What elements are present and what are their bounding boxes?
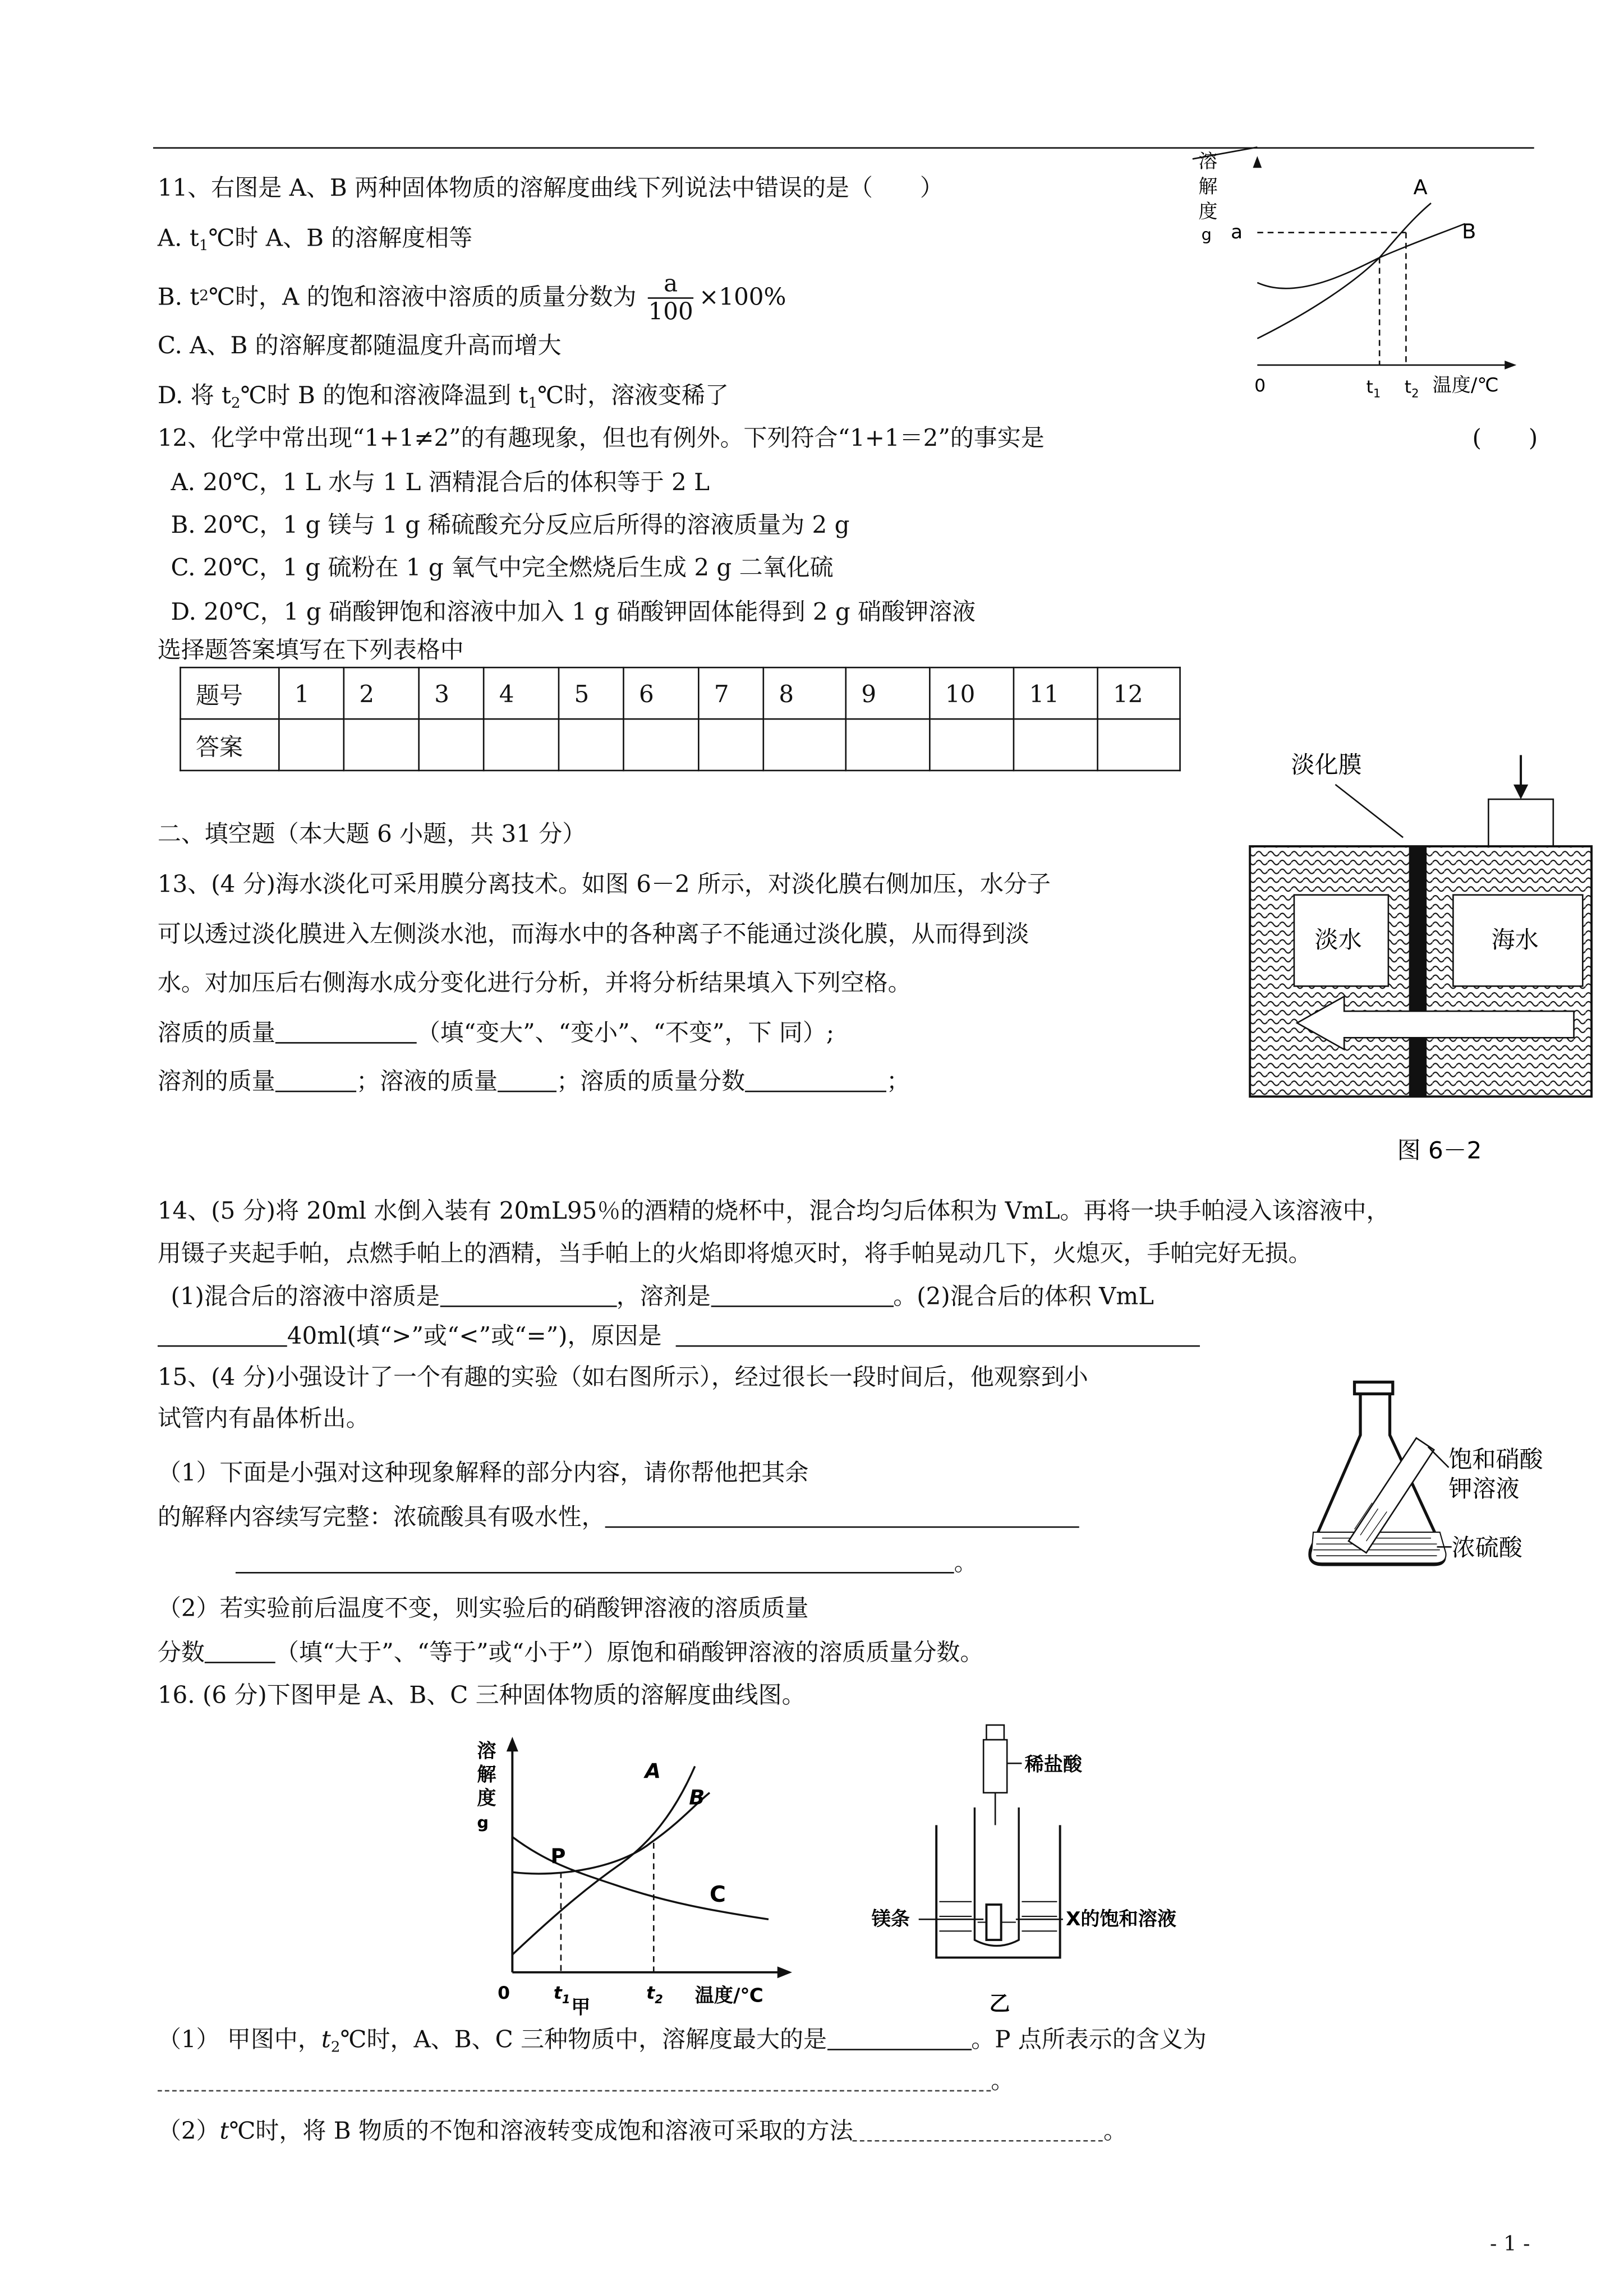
q16-solubility-graph (474, 1734, 813, 2019)
blank-explanation-2[interactable] (236, 1548, 954, 1574)
answer-cell[interactable] (930, 719, 1014, 771)
y-label-3: 度 (477, 1787, 496, 1810)
point-p-label: P (550, 1844, 566, 1869)
q11-stem: 11、右图是 A、B 两种固体物质的溶解度曲线下列说法中错误的是（ ） (157, 173, 944, 202)
answer-table (180, 667, 1181, 771)
cell-number: 9 (846, 667, 930, 719)
q15-line6: （2）若实验前后温度不变，则实验后的硝酸钾溶液的溶质质量 (157, 1594, 809, 1622)
table-row (181, 719, 1180, 771)
curve-b (512, 1793, 710, 1874)
table-row (181, 667, 1180, 719)
y-label-2: 解 (477, 1763, 496, 1786)
flask-figure (1296, 1376, 1590, 1575)
answer-cell[interactable] (623, 719, 698, 771)
q11-option-d: D. 将 $t_2℃$时 B 的饱和溶液降温到 $t_1℃$时，溶液变稀了 (157, 381, 729, 412)
blank-point-p-meaning[interactable] (158, 2067, 991, 2092)
q15-line7: 分数 （填“大于”、“等于”或“小于”）原饱和硝酸钾溶液的溶质质量分数。 (157, 1638, 984, 1666)
q12-option-d: D. 20℃，1 g 硝酸钾饱和溶液中加入 1 g 硝酸钾固体能得到 2 g 硝酸钾溶液 (171, 597, 976, 626)
caption-a: 甲 (571, 1996, 591, 2019)
answer-table-title: 选择题答案填写在下列表格中 (157, 635, 464, 664)
sat-solution-label-1: 饱和硝酸 (1448, 1445, 1543, 1473)
q16-line1: 16. (6 分)下图甲是 A、B、C 三种固体物质的溶解度曲线图。 (157, 1681, 806, 1709)
q14-line1: 14、(5 分)将 20ml 水倒入装有 20mL95％的酒精的烧杯中，混合均匀后体积为 VmL。再将一块手帕浸入该溶液中， (157, 1196, 1390, 1225)
q16-part2: （2）t℃时，将 B 物质的不饱和溶液转变成饱和溶液可采取的方法 。 (157, 2117, 1128, 2145)
q11-option-b: B. t 2 ℃时，A 的饱和溶液中溶质的质量分数为 $\frac{a}{100}$ ×100% (157, 268, 786, 325)
x-solution-label: X的饱和溶液 (1066, 1907, 1176, 1930)
cell-number: 6 (623, 667, 698, 719)
origin-label: 0 (498, 1983, 510, 2004)
q13-line4: 溶质的质量 （填“变大”、“变小”、“不变”，下 同）; (157, 1018, 834, 1047)
q13-line3: 水。对加压后右侧海水成分变化进行分析，并将分析结果填入下列空格。 (157, 968, 912, 997)
curve-b (1257, 224, 1465, 288)
x-axis-label: 温度/℃ (694, 1984, 763, 2007)
answer-cell[interactable] (763, 719, 846, 771)
q12-option-c: C. 20℃，1 g 硫粉在 1 g 氧气中完全燃烧后生成 2 g 二氧化硫 (171, 553, 834, 582)
blank-mass-fraction[interactable] (745, 1067, 886, 1092)
q11-option-c: C. A、B 的溶解度都随温度升高而增大 (157, 331, 562, 359)
cell-number: 8 (763, 667, 846, 719)
sat-solution-label-2: 钾溶液 (1448, 1475, 1520, 1503)
q13-line5: 溶剂的质量 ；溶液的质量 ；溶质的质量分数 ； (157, 1067, 910, 1095)
answer-cell[interactable] (559, 719, 623, 771)
cell-number: 10 (930, 667, 1014, 719)
y-label-4: g (1201, 224, 1212, 244)
y-label-2: 解 (1198, 175, 1218, 198)
q14-line4: 40ml(填“>”或“<”或“=”)，原因是 (158, 1322, 1200, 1351)
curve-a (512, 1766, 694, 1954)
y-label-4: g (477, 1813, 489, 1832)
blank-solution-mass[interactable] (498, 1067, 556, 1092)
q12-option-b: B. 20℃，1 g 镁与 1 g 稀硫酸充分反应后所得的溶液质量为 2 g (171, 510, 850, 539)
sulfuric-acid-label: 浓硫酸 (1451, 1534, 1522, 1562)
mg-label: 镁条 (871, 1907, 910, 1930)
t1-label: $t_1$ (1366, 377, 1381, 400)
blank-max-solubility[interactable] (827, 2025, 971, 2050)
x-axis-label: 温度/℃ (1432, 374, 1499, 397)
answer-cell[interactable] (279, 719, 343, 771)
answer-cell[interactable] (484, 719, 559, 771)
mg-strip (986, 1905, 1001, 1940)
hcl-label: 稀盐酸 (1024, 1753, 1082, 1776)
cell-number: 1 (279, 667, 343, 719)
q12-option-a: A. 20℃，1 L 水与 1 L 酒精混合后的体积等于 2 L (171, 468, 710, 496)
curve-a-label: A (645, 1759, 661, 1783)
answer-cell[interactable] (698, 719, 763, 771)
q13-line2: 可以透过淡化膜进入左侧淡水池，而海水中的各种离子不能通过淡化膜，从而得到淡 (157, 920, 1029, 948)
cell-number: 2 (344, 667, 419, 719)
row-label-number: 题号 (181, 667, 279, 719)
curve-a (1257, 203, 1431, 338)
answer-cell[interactable] (846, 719, 930, 771)
q15-line5: 。 (236, 1548, 978, 1578)
y-label-1: 溶 (1198, 150, 1218, 173)
q16-part1-cont: 。 (158, 2067, 1015, 2096)
q12-stem: 12、化学中常出现“1+1≠2”的有趣现象，但也有例外。下列符合“1+1＝2”的事实是 (157, 423, 1045, 452)
piston (1488, 799, 1553, 846)
cell-number: 7 (698, 667, 763, 719)
cell-number: 11 (1014, 667, 1098, 719)
origin-label: 0 (1254, 376, 1266, 397)
t1-label: $t_1$ (553, 1983, 571, 2006)
figure-caption: 图 6－2 (1397, 1136, 1482, 1164)
cell-number: 12 (1098, 667, 1180, 719)
blank-method[interactable] (853, 2117, 1103, 2142)
blank-compare[interactable] (158, 1322, 287, 1347)
blank-fraction-compare[interactable] (205, 1638, 275, 1663)
curve-b-label: B (1462, 219, 1476, 244)
q15-line1: 15、(4 分)小强设计了一个有趣的实验（如右图所示），经过很长一段时间后，他观察到小 (157, 1363, 1088, 1391)
y-label-3: 度 (1198, 200, 1218, 223)
page-number: - 1 - (1489, 2233, 1530, 2257)
q14-line3: (1)混合后的溶液中溶质是 ，溶剂是 。(2)混合后的体积 VmL (171, 1281, 1154, 1310)
curve-c-label: C (710, 1881, 726, 1907)
fresh-water-label: 淡水 (1314, 926, 1362, 954)
row-label-answer: 答案 (181, 719, 279, 771)
q16-part1: （1） 甲图中，$t_2℃$时，A、B、C 三种物质中，溶解度最大的是 。P 点所表示的含义为 (157, 2025, 1207, 2057)
y-label-1: 溶 (477, 1740, 496, 1763)
answer-cell[interactable] (1098, 719, 1180, 771)
section-heading: 二、填空题（本大题 6 小题，共 31 分） (157, 819, 586, 848)
q14-line2: 用镊子夹起手帕，点燃手帕上的酒精，当手帕上的火焰即将熄灭时，将手帕晃动几下，火熄灭，手帕完好无损。 (157, 1239, 1312, 1267)
answer-cell[interactable] (1014, 719, 1098, 771)
blank-solvent[interactable] (711, 1282, 893, 1307)
beaker-figure (868, 1722, 1222, 2046)
membrane (1409, 846, 1427, 1096)
t2-label: $t_2$ (1404, 377, 1419, 400)
curve-a-label: A (1413, 175, 1428, 200)
blank-solvent-mass[interactable] (275, 1067, 356, 1092)
q15-line2: 试管内有晶体析出。 (157, 1404, 370, 1432)
answer-cell[interactable] (419, 719, 484, 771)
q11-option-a: A. $t_1℃$时 A、B 的溶解度相等 (157, 223, 473, 255)
blank-solute-mass[interactable] (275, 1018, 417, 1044)
desalination-figure (1244, 743, 1598, 1184)
q15-line3: （1）下面是小强对这种现象解释的部分内容，请你帮他把其余 (157, 1458, 809, 1487)
cell-number: 3 (419, 667, 484, 719)
label-a-value: a (1231, 221, 1243, 244)
q15-line4: 的解释内容续写完整：浓硫酸具有吸水性， (158, 1503, 1079, 1532)
caption-b: 乙 (989, 1991, 1010, 2016)
t2-label: $t_2$ (646, 1983, 663, 2006)
fraction: $\frac{a}{100}$ (648, 268, 693, 325)
q11-solubility-graph (1193, 147, 1531, 404)
blank-solute[interactable] (440, 1282, 617, 1307)
blank-explanation-1[interactable] (605, 1503, 1079, 1528)
q13-line1: 13、(4 分)海水淡化可采用膜分离技术。如图 6－2 所示，对淡化膜右侧加压，水分子 (157, 870, 1051, 898)
cell-number: 4 (484, 667, 559, 719)
cell-number: 5 (559, 667, 623, 719)
membrane-label: 淡化膜 (1291, 750, 1362, 778)
curve-b-label: B (689, 1785, 705, 1810)
sea-water-label: 海水 (1491, 926, 1539, 954)
q12-paren: ( ) (1472, 423, 1538, 452)
answer-cell[interactable] (344, 719, 419, 771)
blank-reason[interactable] (677, 1322, 1200, 1347)
